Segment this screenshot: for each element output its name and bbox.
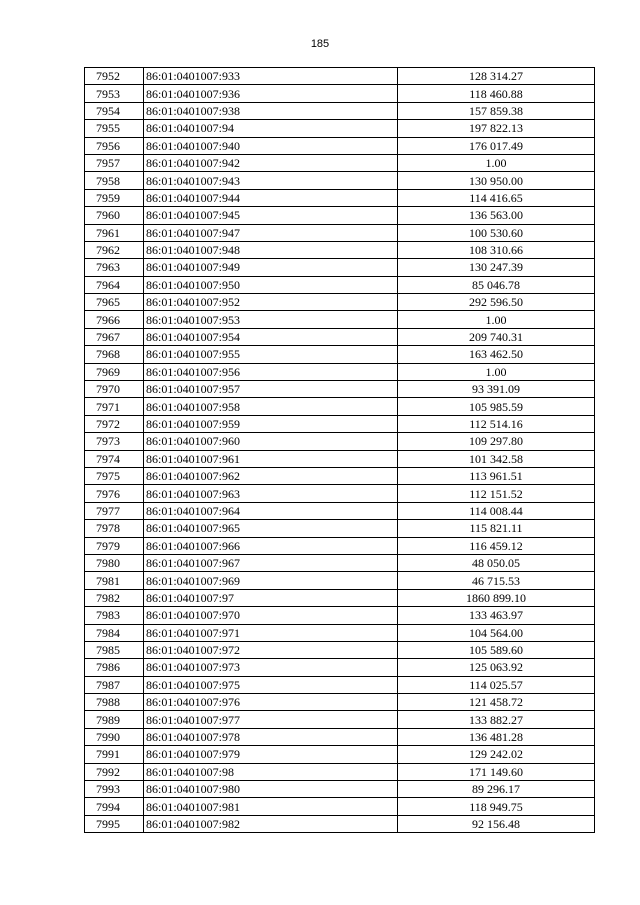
value-cell: 92 156.48 <box>398 815 595 832</box>
value-cell: 1860 899.10 <box>398 589 595 606</box>
value-cell: 93 391.09 <box>398 381 595 398</box>
cadastral-number-cell: 86:01:0401007:952 <box>144 294 398 311</box>
cadastral-number-cell: 86:01:0401007:971 <box>144 624 398 641</box>
cadastral-number-cell: 86:01:0401007:966 <box>144 537 398 554</box>
cadastral-number-cell: 86:01:0401007:976 <box>144 694 398 711</box>
value-cell: 130 247.39 <box>398 259 595 276</box>
cadastral-number-cell: 86:01:0401007:969 <box>144 572 398 589</box>
value-cell: 89 296.17 <box>398 781 595 798</box>
cadastral-number-cell: 86:01:0401007:962 <box>144 467 398 484</box>
value-cell: 118 949.75 <box>398 798 595 815</box>
cadastral-number-cell: 86:01:0401007:982 <box>144 815 398 832</box>
value-cell: 112 514.16 <box>398 415 595 432</box>
row-number-cell: 7971 <box>85 398 144 415</box>
row-number-cell: 7989 <box>85 711 144 728</box>
table-row <box>85 415 595 432</box>
cadastral-number-cell: 86:01:0401007:945 <box>144 207 398 224</box>
cadastral-number-cell: 86:01:0401007:973 <box>144 659 398 676</box>
value-cell: 1.00 <box>398 311 595 328</box>
table-row <box>85 607 595 624</box>
value-cell: 46 715.53 <box>398 572 595 589</box>
cadastral-number-cell: 86:01:0401007:947 <box>144 224 398 241</box>
row-number-cell: 7958 <box>85 172 144 189</box>
cadastral-number-cell: 86:01:0401007:958 <box>144 398 398 415</box>
cadastral-number-cell: 86:01:0401007:97 <box>144 589 398 606</box>
table-row <box>85 102 595 119</box>
value-cell: 171 149.60 <box>398 763 595 780</box>
table-row <box>85 363 595 380</box>
cadastral-number-cell: 86:01:0401007:972 <box>144 641 398 658</box>
row-number-cell: 7981 <box>85 572 144 589</box>
table-row <box>85 207 595 224</box>
row-number-cell: 7952 <box>85 68 144 85</box>
value-cell: 121 458.72 <box>398 694 595 711</box>
value-cell: 114 025.57 <box>398 676 595 693</box>
row-number-cell: 7974 <box>85 450 144 467</box>
row-number-cell: 7970 <box>85 381 144 398</box>
value-cell: 48 050.05 <box>398 554 595 571</box>
row-number-cell: 7984 <box>85 624 144 641</box>
table-row <box>85 433 595 450</box>
table-row <box>85 728 595 745</box>
cadastral-number-cell: 86:01:0401007:948 <box>144 241 398 258</box>
value-cell: 101 342.58 <box>398 450 595 467</box>
row-number-cell: 7994 <box>85 798 144 815</box>
cadastral-number-cell: 86:01:0401007:961 <box>144 450 398 467</box>
row-number-cell: 7979 <box>85 537 144 554</box>
row-number-cell: 7972 <box>85 415 144 432</box>
cadastral-number-cell: 86:01:0401007:959 <box>144 415 398 432</box>
value-cell: 1.00 <box>398 154 595 171</box>
cadastral-number-cell: 86:01:0401007:960 <box>144 433 398 450</box>
row-number-cell: 7975 <box>85 467 144 484</box>
table-row <box>85 311 595 328</box>
value-cell: 1.00 <box>398 363 595 380</box>
table-row <box>85 798 595 815</box>
row-number-cell: 7990 <box>85 728 144 745</box>
value-cell: 129 242.02 <box>398 746 595 763</box>
row-number-cell: 7980 <box>85 554 144 571</box>
table-row <box>85 137 595 154</box>
value-cell: 115 821.11 <box>398 520 595 537</box>
value-cell: 125 063.92 <box>398 659 595 676</box>
cadastral-number-cell: 86:01:0401007:98 <box>144 763 398 780</box>
cadastral-number-cell: 86:01:0401007:981 <box>144 798 398 815</box>
table-row <box>85 172 595 189</box>
row-number-cell: 7967 <box>85 328 144 345</box>
row-number-cell: 7954 <box>85 102 144 119</box>
cadastral-number-cell: 86:01:0401007:977 <box>144 711 398 728</box>
table-row <box>85 276 595 293</box>
table-row <box>85 294 595 311</box>
cadastral-number-cell: 86:01:0401007:956 <box>144 363 398 380</box>
table-row <box>85 259 595 276</box>
row-number-cell: 7982 <box>85 589 144 606</box>
row-number-cell: 7992 <box>85 763 144 780</box>
cadastral-value-table <box>84 67 595 833</box>
cadastral-number-cell: 86:01:0401007:953 <box>144 311 398 328</box>
value-cell: 130 950.00 <box>398 172 595 189</box>
cadastral-number-cell: 86:01:0401007:970 <box>144 607 398 624</box>
value-cell: 209 740.31 <box>398 328 595 345</box>
value-cell: 197 822.13 <box>398 120 595 137</box>
row-number-cell: 7991 <box>85 746 144 763</box>
table-row <box>85 467 595 484</box>
table-row <box>85 537 595 554</box>
row-number-cell: 7955 <box>85 120 144 137</box>
table-row <box>85 746 595 763</box>
cadastral-number-cell: 86:01:0401007:955 <box>144 346 398 363</box>
value-cell: 108 310.66 <box>398 241 595 258</box>
cadastral-number-cell: 86:01:0401007:964 <box>144 502 398 519</box>
row-number-cell: 7995 <box>85 815 144 832</box>
table-row <box>85 381 595 398</box>
row-number-cell: 7986 <box>85 659 144 676</box>
cadastral-number-cell: 86:01:0401007:963 <box>144 485 398 502</box>
table-row <box>85 398 595 415</box>
table-row <box>85 224 595 241</box>
value-cell: 112 151.52 <box>398 485 595 502</box>
table-row <box>85 485 595 502</box>
page-number: 185 <box>310 38 330 50</box>
row-number-cell: 7985 <box>85 641 144 658</box>
value-cell: 128 314.27 <box>398 68 595 85</box>
row-number-cell: 7966 <box>85 311 144 328</box>
row-number-cell: 7988 <box>85 694 144 711</box>
value-cell: 133 463.97 <box>398 607 595 624</box>
table-row <box>85 694 595 711</box>
value-cell: 105 589.60 <box>398 641 595 658</box>
cadastral-number-cell: 86:01:0401007:979 <box>144 746 398 763</box>
table-body <box>85 68 595 833</box>
table-row <box>85 346 595 363</box>
value-cell: 114 416.65 <box>398 189 595 206</box>
cadastral-number-cell: 86:01:0401007:94 <box>144 120 398 137</box>
table-row <box>85 711 595 728</box>
cadastral-number-cell: 86:01:0401007:967 <box>144 554 398 571</box>
table-row <box>85 554 595 571</box>
table-row <box>85 624 595 641</box>
value-cell: 133 882.27 <box>398 711 595 728</box>
value-cell: 136 563.00 <box>398 207 595 224</box>
row-number-cell: 7961 <box>85 224 144 241</box>
cadastral-number-cell: 86:01:0401007:957 <box>144 381 398 398</box>
cadastral-number-cell: 86:01:0401007:950 <box>144 276 398 293</box>
table-row <box>85 781 595 798</box>
row-number-cell: 7957 <box>85 154 144 171</box>
row-number-cell: 7993 <box>85 781 144 798</box>
cadastral-number-cell: 86:01:0401007:943 <box>144 172 398 189</box>
table-row <box>85 659 595 676</box>
row-number-cell: 7965 <box>85 294 144 311</box>
value-cell: 114 008.44 <box>398 502 595 519</box>
table-row <box>85 641 595 658</box>
cadastral-number-cell: 86:01:0401007:933 <box>144 68 398 85</box>
table-row <box>85 154 595 171</box>
table-row <box>85 68 595 85</box>
row-number-cell: 7968 <box>85 346 144 363</box>
value-cell: 105 985.59 <box>398 398 595 415</box>
row-number-cell: 7956 <box>85 137 144 154</box>
cadastral-number-cell: 86:01:0401007:936 <box>144 85 398 102</box>
table-row <box>85 763 595 780</box>
row-number-cell: 7959 <box>85 189 144 206</box>
table-row <box>85 520 595 537</box>
value-cell: 176 017.49 <box>398 137 595 154</box>
table-row <box>85 676 595 693</box>
cadastral-number-cell: 86:01:0401007:949 <box>144 259 398 276</box>
cadastral-number-cell: 86:01:0401007:942 <box>144 154 398 171</box>
table-row <box>85 120 595 137</box>
value-cell: 100 530.60 <box>398 224 595 241</box>
cadastral-number-cell: 86:01:0401007:944 <box>144 189 398 206</box>
cadastral-number-cell: 86:01:0401007:940 <box>144 137 398 154</box>
table-row <box>85 85 595 102</box>
row-number-cell: 7963 <box>85 259 144 276</box>
value-cell: 113 961.51 <box>398 467 595 484</box>
table-row <box>85 450 595 467</box>
cadastral-number-cell: 86:01:0401007:975 <box>144 676 398 693</box>
cadastral-number-cell: 86:01:0401007:938 <box>144 102 398 119</box>
value-cell: 85 046.78 <box>398 276 595 293</box>
table-row <box>85 328 595 345</box>
table-row <box>85 241 595 258</box>
value-cell: 109 297.80 <box>398 433 595 450</box>
row-number-cell: 7978 <box>85 520 144 537</box>
row-number-cell: 7969 <box>85 363 144 380</box>
table-row <box>85 589 595 606</box>
cadastral-number-cell: 86:01:0401007:965 <box>144 520 398 537</box>
cadastral-number-cell: 86:01:0401007:978 <box>144 728 398 745</box>
value-cell: 104 564.00 <box>398 624 595 641</box>
row-number-cell: 7976 <box>85 485 144 502</box>
table-row <box>85 189 595 206</box>
row-number-cell: 7964 <box>85 276 144 293</box>
cadastral-number-cell: 86:01:0401007:954 <box>144 328 398 345</box>
row-number-cell: 7987 <box>85 676 144 693</box>
table-row <box>85 815 595 832</box>
value-cell: 157 859.38 <box>398 102 595 119</box>
value-cell: 292 596.50 <box>398 294 595 311</box>
row-number-cell: 7962 <box>85 241 144 258</box>
value-cell: 136 481.28 <box>398 728 595 745</box>
table-row <box>85 572 595 589</box>
row-number-cell: 7983 <box>85 607 144 624</box>
table-row <box>85 502 595 519</box>
cadastral-number-cell: 86:01:0401007:980 <box>144 781 398 798</box>
row-number-cell: 7960 <box>85 207 144 224</box>
value-cell: 163 462.50 <box>398 346 595 363</box>
row-number-cell: 7977 <box>85 502 144 519</box>
row-number-cell: 7973 <box>85 433 144 450</box>
row-number-cell: 7953 <box>85 85 144 102</box>
value-cell: 118 460.88 <box>398 85 595 102</box>
value-cell: 116 459.12 <box>398 537 595 554</box>
